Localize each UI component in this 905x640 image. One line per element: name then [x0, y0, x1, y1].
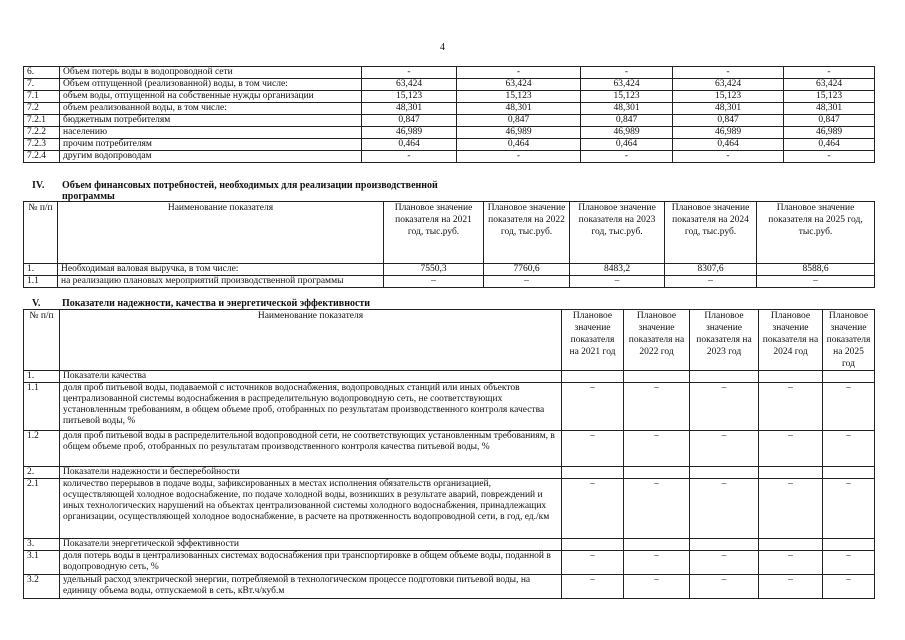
table-row: [24, 371, 875, 383]
row-value: -: [581, 67, 673, 79]
row-value: –: [562, 479, 624, 539]
empty-cell: [823, 467, 875, 479]
row-name: населению: [60, 127, 362, 139]
row-value: 15,123: [362, 91, 457, 103]
row-value: 0,847: [457, 115, 581, 127]
row-name: доля проб питьевой воды, подаваемой с источников водоснабжения, водопроводных станций или иных объектов централизованной системы водоснабжения в распределительную водопроводную сеть, не соответствующих установленным требованиям, в общем объеме проб, отобранных по результатам производственного контроля качества питьевой воды, %: [60, 383, 562, 431]
row-value: -: [673, 67, 784, 79]
row-number: 7.1: [24, 91, 60, 103]
row-name: Показатели качества: [60, 371, 562, 383]
row-name: Показатели надежности и бесперебойности: [60, 467, 562, 479]
row-name: удельный расход электрической энергии, потребляемой в технологическом процессе подготовки питьевой воды, на единицу объема воды, отпускаемой в сеть, кВт.ч/куб.м: [60, 575, 562, 599]
row-value: –: [384, 276, 484, 288]
row-value: 63,424: [362, 79, 457, 91]
row-number: 1.: [24, 371, 60, 383]
row-value: –: [624, 479, 690, 539]
row-value: -: [581, 151, 673, 163]
row-value: –: [759, 551, 823, 575]
table-row: [24, 383, 875, 431]
water-volume-table: [23, 66, 875, 163]
row-value: –: [484, 276, 570, 288]
header-name: Наименование показателя: [60, 310, 562, 371]
row-value: –: [562, 383, 624, 431]
empty-cell: [562, 371, 624, 383]
empty-cell: [823, 539, 875, 551]
header-year: Плановое значение показателя на 2025 год: [823, 310, 875, 371]
row-name: объем реализованной воды, в том числе:: [60, 103, 362, 115]
row-value: 63,424: [457, 79, 581, 91]
header-year: Плановое значение показателя на 2023 год, тыс.руб.: [570, 202, 665, 264]
table-row: [24, 67, 875, 79]
row-name: Объем потерь воды в водопроводной сети: [60, 67, 362, 79]
row-value: 0,847: [673, 115, 784, 127]
row-name: доля потерь воды в централизованных системах водоснабжения при транспортировке в общем объеме воды, поданной в водопроводную сеть, %: [60, 551, 562, 575]
empty-cell: [759, 371, 823, 383]
header-year: Плановое значение показателя на 2024 год: [759, 310, 823, 371]
header-year: Плановое значение показателя на 2021 год, тыс.руб.: [384, 202, 484, 264]
row-value: –: [823, 431, 875, 467]
row-value: 0,847: [581, 115, 673, 127]
row-number: 1.2: [24, 431, 60, 467]
table-row: [24, 575, 875, 599]
header-year: Плановое значение показателя на 2023 год: [690, 310, 759, 371]
empty-cell: [562, 539, 624, 551]
row-value: 0,464: [784, 139, 875, 151]
empty-cell: [624, 371, 690, 383]
row-value: 48,301: [784, 103, 875, 115]
row-value: -: [457, 67, 581, 79]
table-row: [24, 264, 875, 276]
header-year: Плановое значение показателя на 2024 год, тыс.руб.: [665, 202, 757, 264]
row-number: 7.2: [24, 103, 60, 115]
row-number: 7.2.2: [24, 127, 60, 139]
table-row: [24, 539, 875, 551]
row-value: –: [690, 431, 759, 467]
row-value: –: [823, 551, 875, 575]
table-row: [24, 431, 875, 467]
row-number: 3.2: [24, 575, 60, 599]
row-value: 48,301: [673, 103, 784, 115]
table-row: [24, 479, 875, 539]
row-name: доля проб питьевой воды в распределительной водопроводной сети, не соответствующих установленным требованиям, в общем объеме проб, отобранных по результатам производственного контроля качества питьевой воды, %: [60, 431, 562, 467]
row-number: 7.: [24, 79, 60, 91]
row-value: -: [673, 151, 784, 163]
row-number: 3.: [24, 539, 60, 551]
row-value: 8588,6: [757, 264, 875, 276]
empty-cell: [690, 371, 759, 383]
table-row: [24, 103, 875, 115]
row-number: 6.: [24, 67, 60, 79]
table-row: [24, 467, 875, 479]
empty-cell: [759, 539, 823, 551]
row-value: –: [759, 575, 823, 599]
section-5-number: V.: [32, 298, 41, 309]
row-name: Показатели энергетической эффективности: [60, 539, 562, 551]
table-row: [24, 276, 875, 288]
row-value: 7550,3: [384, 264, 484, 276]
row-value: 15,123: [457, 91, 581, 103]
row-value: –: [624, 551, 690, 575]
reliability-indicators-table: [23, 309, 875, 599]
row-number: 1.1: [24, 276, 58, 288]
row-value: 8307,6: [665, 264, 757, 276]
table-row: [24, 115, 875, 127]
row-name: прочим потребителям: [60, 139, 362, 151]
row-number: 1.1: [24, 383, 60, 431]
row-value: 0,847: [784, 115, 875, 127]
row-value: –: [624, 575, 690, 599]
row-value: 46,989: [362, 127, 457, 139]
row-value: 48,301: [457, 103, 581, 115]
section-4-title: [62, 180, 482, 202]
empty-cell: [624, 467, 690, 479]
row-value: –: [759, 383, 823, 431]
row-number: 2.1: [24, 479, 60, 539]
row-value: 63,424: [784, 79, 875, 91]
empty-cell: [690, 539, 759, 551]
row-value: 15,123: [784, 91, 875, 103]
row-value: –: [665, 276, 757, 288]
row-number: 3.1: [24, 551, 60, 575]
empty-cell: [690, 467, 759, 479]
row-value: 46,989: [457, 127, 581, 139]
row-value: 46,989: [784, 127, 875, 139]
row-name: Необходимая валовая выручка, в том числе:: [58, 264, 384, 276]
row-value: 48,301: [581, 103, 673, 115]
row-name: количество перерывов в подаче воды, зафиксированных в местах исполнения обязательств организацией, осуществляющей холодное водоснабжение, по подаче холодной воды, возникших в результате аварий, повреждений и иных технологических нарушений на объектах централизованной системы холодного водоснабжения, принадлежащих организации, осуществляющей холодное водоснабжение, в расчете на протяженность водопроводной сети, в год, ед./км: [60, 479, 562, 539]
row-name: Объем отпущенной (реализованной) воды, в том числе:: [60, 79, 362, 91]
row-value: –: [823, 383, 875, 431]
header-num: № п/п: [24, 310, 60, 371]
empty-cell: [823, 371, 875, 383]
header-year: Плановое значение показателя на 2021 год: [562, 310, 624, 371]
header-num: № п/п: [24, 202, 58, 264]
row-value: –: [823, 575, 875, 599]
row-value: –: [823, 479, 875, 539]
row-value: 46,989: [581, 127, 673, 139]
financial-needs-table: [23, 201, 875, 288]
row-number: 7.2.3: [24, 139, 60, 151]
row-name: бюджетным потребителям: [60, 115, 362, 127]
row-name: другим водопроводам: [60, 151, 362, 163]
row-number: 7.2.4: [24, 151, 60, 163]
empty-cell: [624, 539, 690, 551]
row-value: 48,301: [362, 103, 457, 115]
row-value: –: [624, 431, 690, 467]
header-year: Плановое значение показателя на 2025 год, тыс.руб.: [757, 202, 875, 264]
row-value: 46,989: [673, 127, 784, 139]
empty-cell: [562, 467, 624, 479]
row-value: 8483,2: [570, 264, 665, 276]
row-value: –: [690, 479, 759, 539]
page-number: 4: [440, 42, 445, 53]
table-row: [24, 79, 875, 91]
header-name: Наименование показателя: [58, 202, 384, 264]
row-value: –: [757, 276, 875, 288]
section-4-number: IV.: [32, 180, 45, 191]
table-row: [24, 127, 875, 139]
row-value: 0,464: [673, 139, 784, 151]
row-value: –: [759, 431, 823, 467]
row-value: -: [362, 151, 457, 163]
table-row: [24, 139, 875, 151]
row-value: -: [362, 67, 457, 79]
row-value: -: [457, 151, 581, 163]
row-value: –: [690, 575, 759, 599]
row-name: объем воды, отпущенной на собственные нужды организации: [60, 91, 362, 103]
row-value: –: [690, 551, 759, 575]
row-value: –: [562, 575, 624, 599]
row-value: –: [690, 383, 759, 431]
table-row: [24, 551, 875, 575]
row-value: 0,464: [581, 139, 673, 151]
row-number: 1.: [24, 264, 58, 276]
row-value: –: [570, 276, 665, 288]
table-row: [24, 91, 875, 103]
row-value: 63,424: [673, 79, 784, 91]
row-value: -: [784, 151, 875, 163]
row-value: 15,123: [581, 91, 673, 103]
row-value: -: [784, 67, 875, 79]
row-value: –: [562, 551, 624, 575]
row-number: 2.: [24, 467, 60, 479]
row-value: –: [562, 431, 624, 467]
table-row: [24, 151, 875, 163]
row-value: 15,123: [673, 91, 784, 103]
row-name: на реализацию плановых мероприятий производственной программы: [58, 276, 384, 288]
section-5-title: Показатели надежности, качества и энергетической эффективности: [62, 298, 371, 309]
row-value: –: [759, 479, 823, 539]
row-value: 0,464: [457, 139, 581, 151]
row-value: 0,464: [362, 139, 457, 151]
empty-cell: [759, 467, 823, 479]
row-number: 7.2.1: [24, 115, 60, 127]
row-value: –: [624, 383, 690, 431]
header-year: Плановое значение показателя на 2022 год, тыс.руб.: [484, 202, 570, 264]
section-4-title-line2: программы: [62, 191, 115, 202]
row-value: 7760,6: [484, 264, 570, 276]
section-4-title-line1: Объем финансовых потребностей, необходимых для реализации производственной: [62, 180, 438, 191]
header-year: Плановое значение показателя на 2022 год: [624, 310, 690, 371]
row-value: 63,424: [581, 79, 673, 91]
row-value: 0,847: [362, 115, 457, 127]
